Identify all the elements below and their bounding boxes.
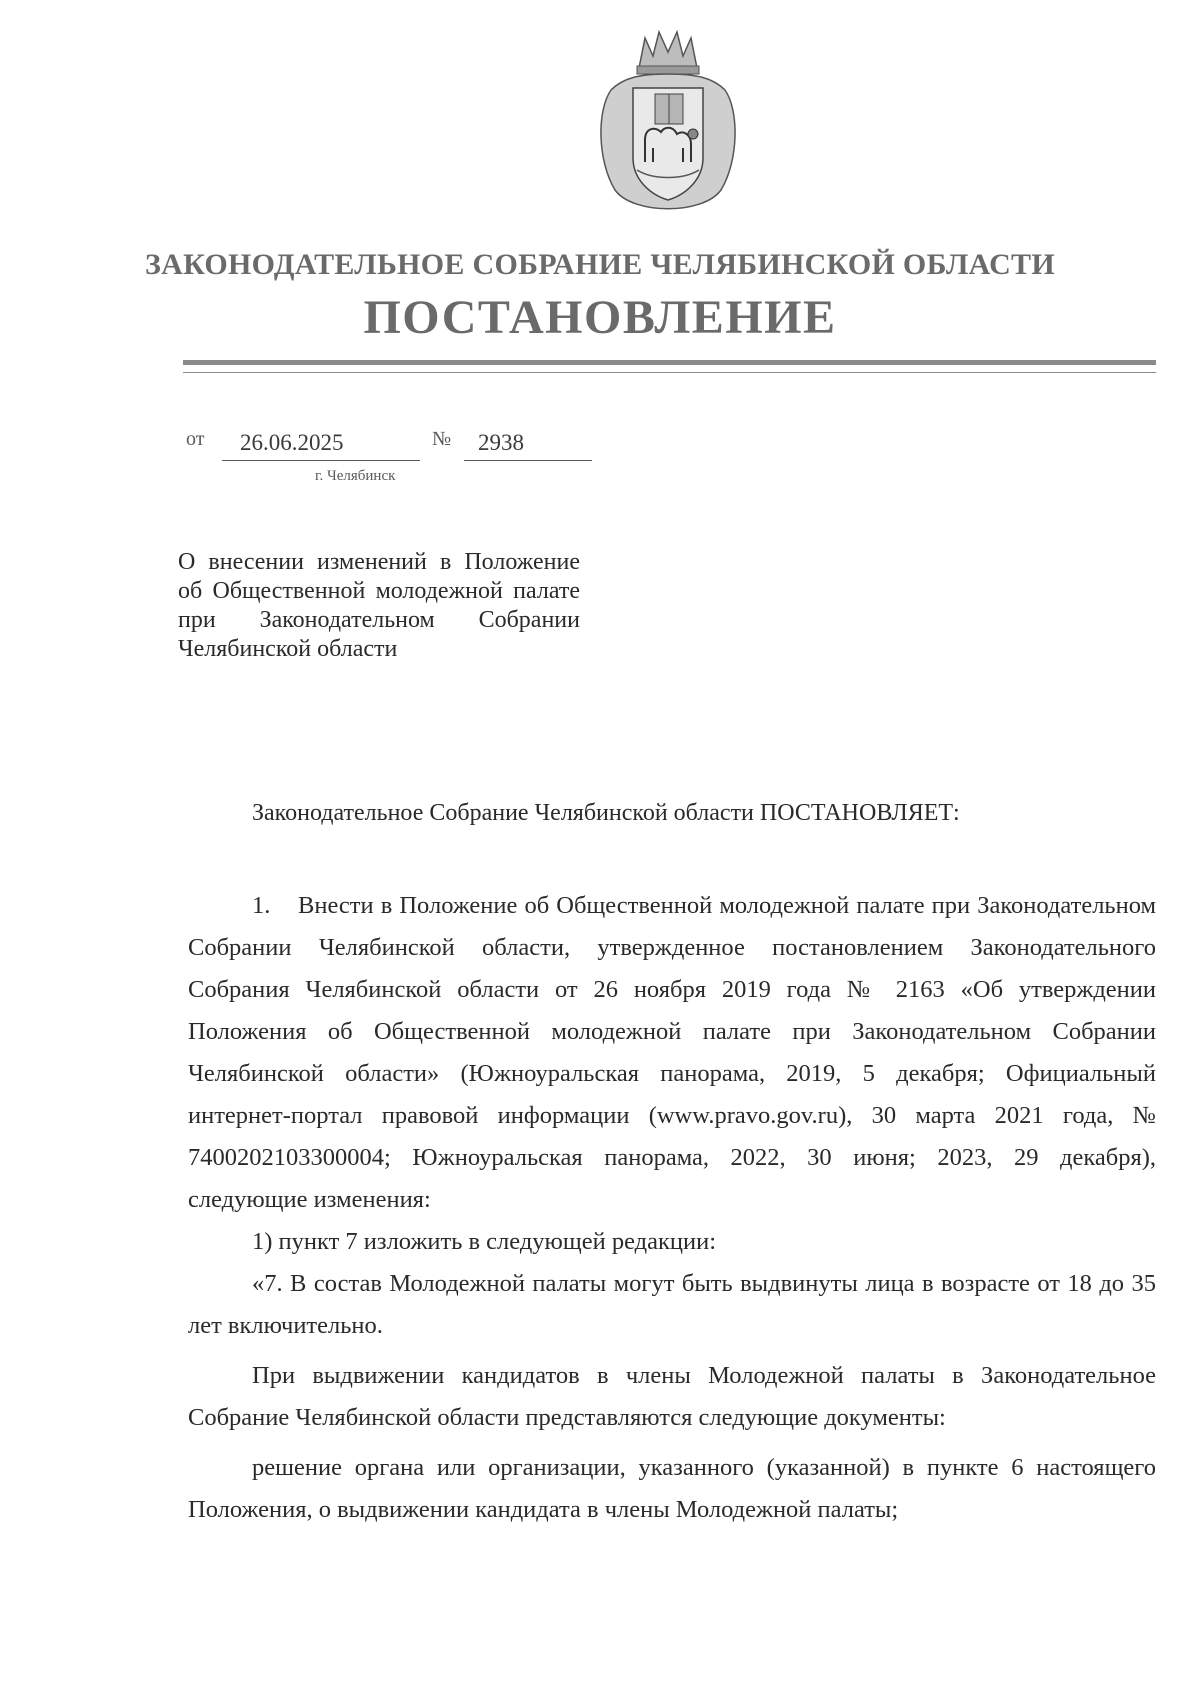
document-date: 26.06.2025: [240, 430, 344, 455]
document-number: 2938: [478, 430, 524, 455]
quote-paragraph-2: При выдвижении кандидатов в члены Молодежной палаты в Законодательное Собрание Челябинской области представляются следующие документы:: [188, 1362, 1156, 1431]
quote-paragraph-1: «7. В состав Молодежной палаты могут быть выдвинуты лица в возрасте от 18 до 35 лет включительно.: [188, 1270, 1156, 1339]
preamble: Законодательное Собрание Челябинской области ПОСТАНОВЛЯЕТ:: [252, 800, 960, 826]
number-underline: [464, 460, 592, 461]
document-type-title: ПОСТАНОВЛЕНИЕ: [363, 291, 837, 344]
city-label: г. Челябинск: [315, 468, 396, 484]
organization-title: ЗАКОНОДАТЕЛЬНОЕ СОБРАНИЕ ЧЕЛЯБИНСКОЙ ОБЛАСТИ: [145, 248, 1055, 281]
document-subject: О внесении изменений в Положение об Общественной молодежной палате при Законодательном Собрании Челябинской области: [178, 549, 580, 662]
header-divider-thin: [183, 372, 1156, 373]
coat-of-arms-emblem: [593, 30, 743, 215]
date-prefix: от: [186, 428, 205, 450]
quote-paragraph-3: решение органа или организации, указанного (указанной) в пункте 6 настоящего Положения, о выдвижении кандидата в члены Молодежной палаты;: [188, 1454, 1156, 1523]
header-divider-thick: [183, 360, 1156, 365]
item-1-number: 1.: [252, 892, 271, 919]
sub-item-1: 1) пункт 7 изложить в следующей редакции:: [252, 1228, 717, 1255]
item-1-text: Внести в Положение об Общественной молодежной палате при Законодательном Собрании Челябинской области, утвержденное постановлением Законодательного Собрания Челябинской области от 26 ноября 2019 года № 2163 «Об утверждении Положения об Общественной молодежной палате при Законодательном Собрании Челябинской области» (Южноуральская панорама, 2019, 5 декабря; Официальный интернет-портал правовой информации (www.pravo.gov.ru), 30 марта 2021 года, № 7400202103300004; Южноуральская панорама, 2022, 30 июня; 2023, 29 декабря), следующие изменения:: [188, 892, 1156, 1213]
item-1: [188, 885, 1156, 1221]
number-prefix: №: [432, 428, 452, 450]
document-body: [188, 885, 1156, 1531]
date-underline: [222, 460, 420, 461]
